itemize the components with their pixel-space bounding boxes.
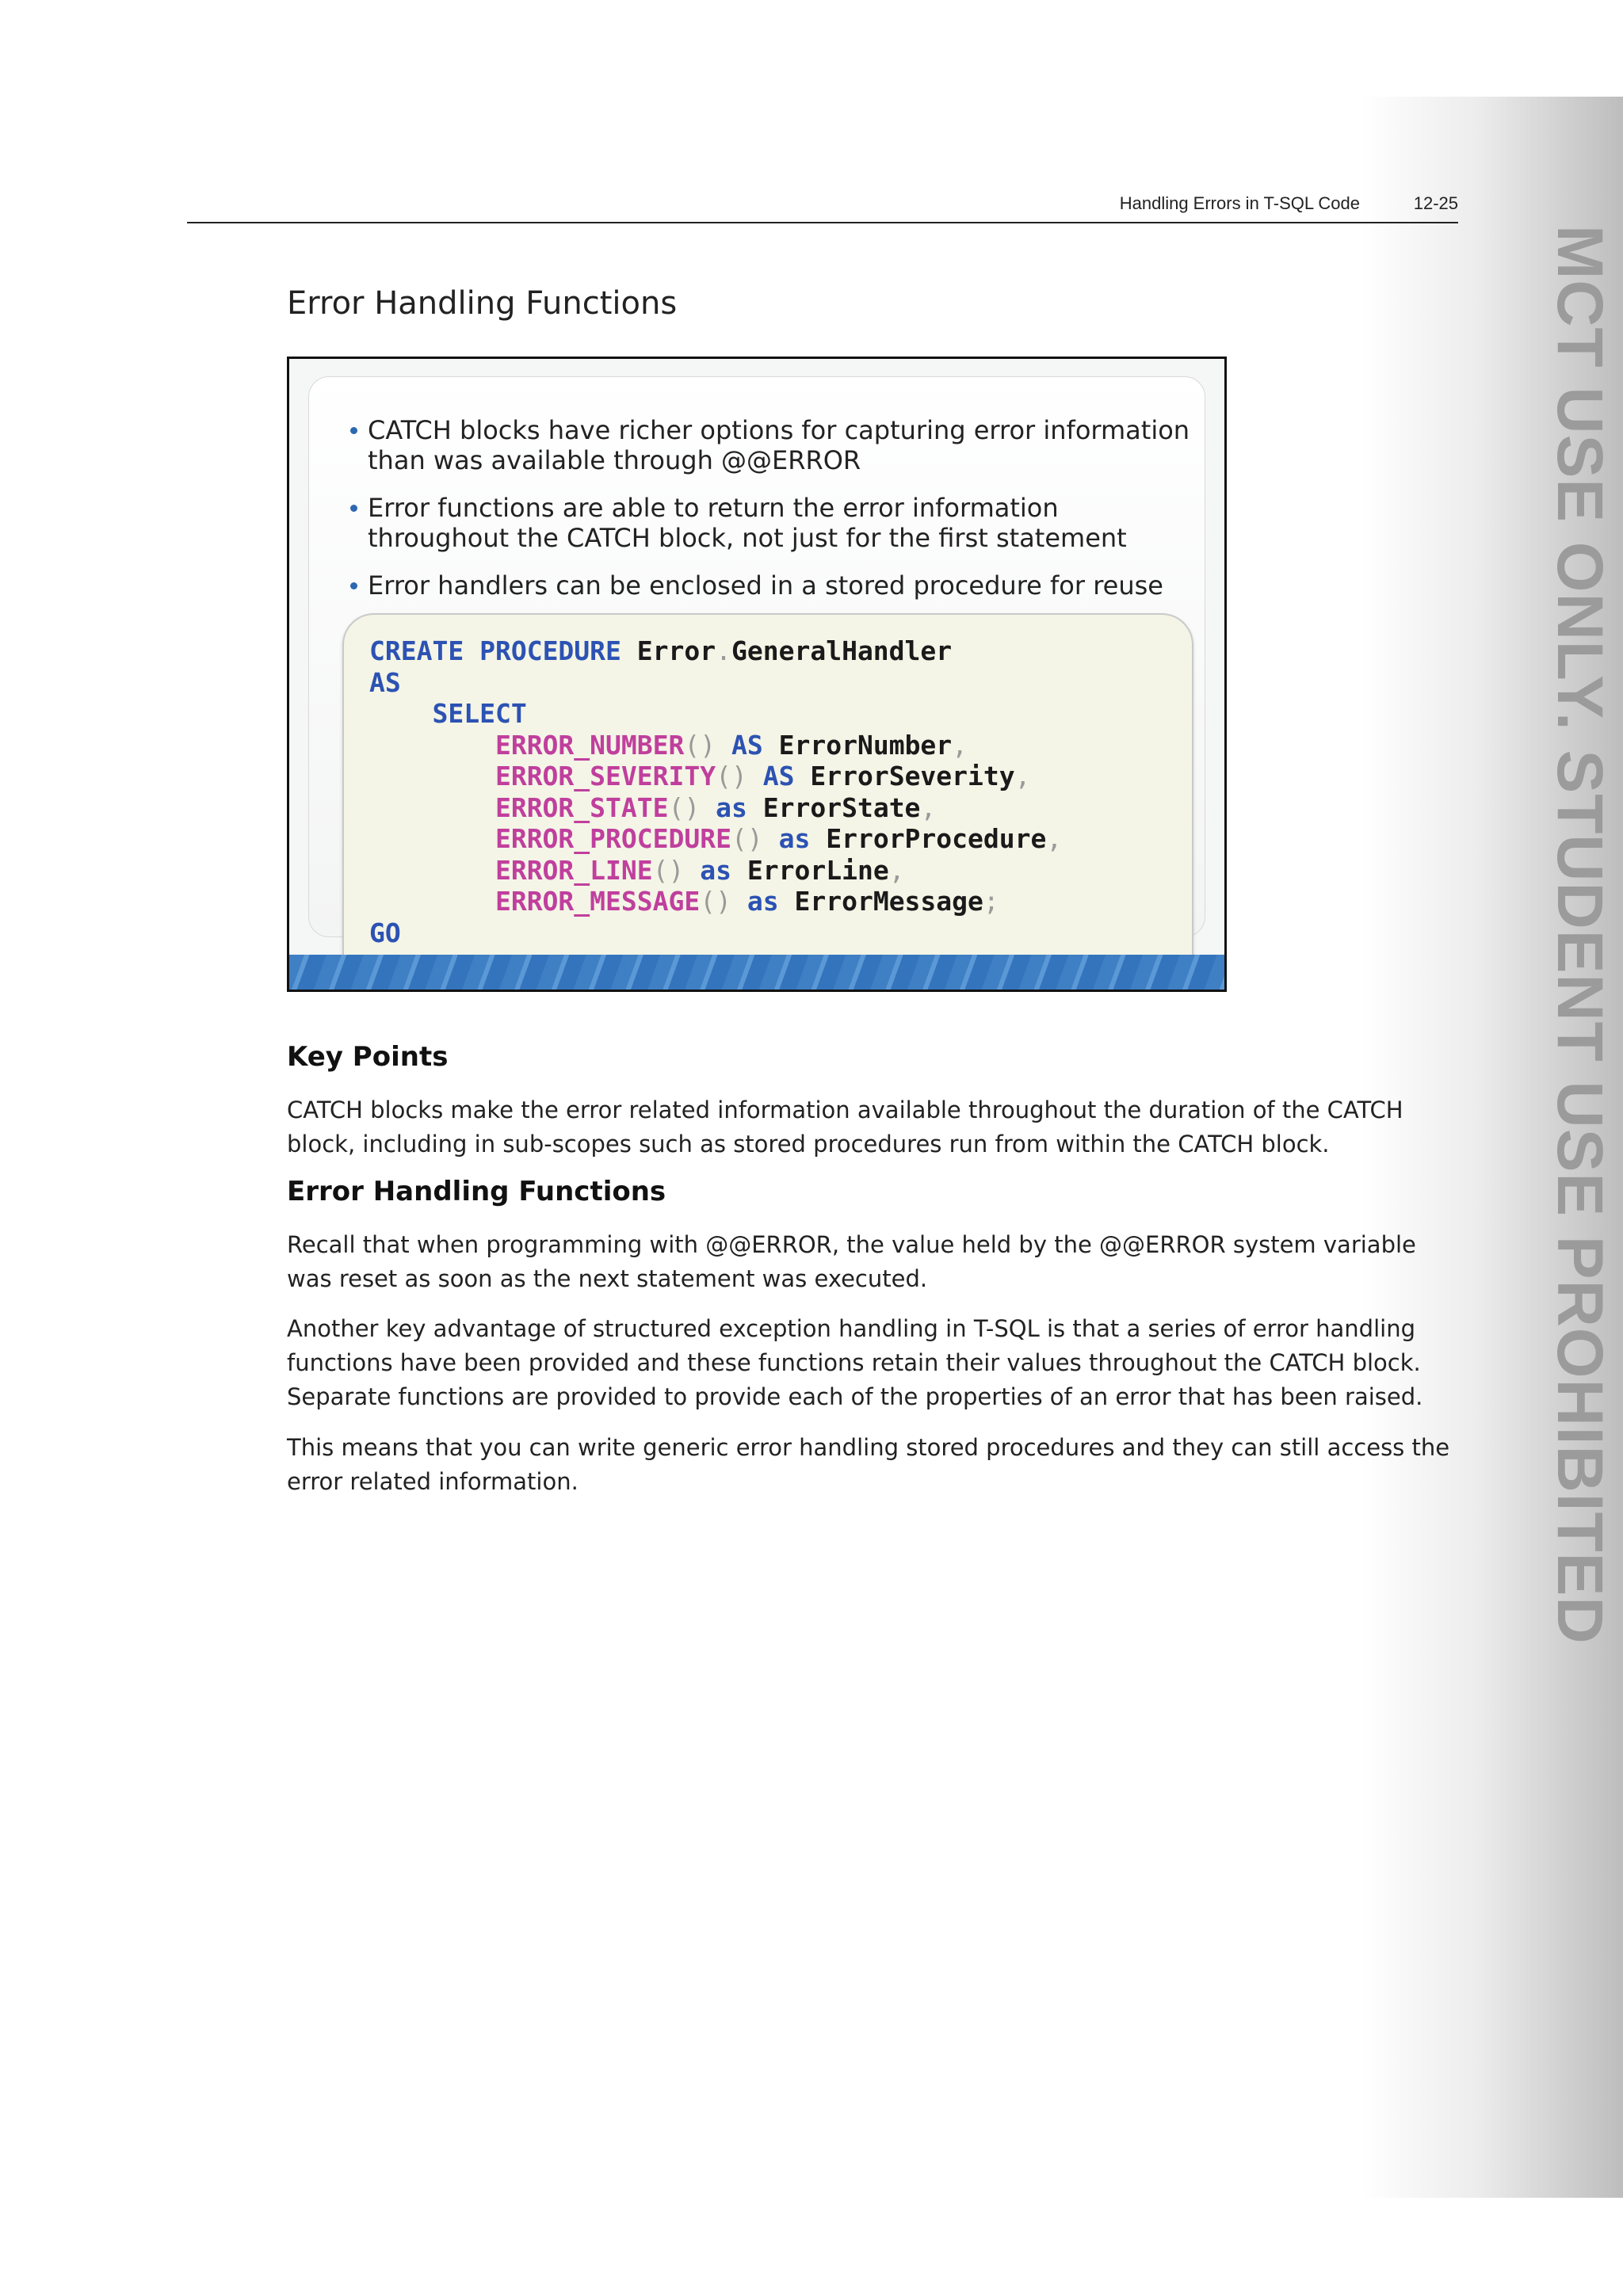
code-punctuation: ()	[731, 823, 763, 854]
code-punctuation: .	[716, 635, 731, 666]
key-points-paragraph: CATCH blocks make the error related information available throughout the duration of the CATCH block, including in sub-scopes such as stored procedures run from within the CATCH block.	[287, 1097, 1403, 1158]
slide-bullet: Error handlers can be enclosed in a stored procedure for reuse	[350, 570, 1190, 601]
key-points-heading: Key Points	[287, 1041, 449, 1073]
slide-bullet-list	[350, 415, 1190, 618]
functions-subheading: Error Handling Functions	[287, 1176, 666, 1207]
slide-bullet: Error functions are able to return the error information throughout the CATCH block, not just for the first statement	[350, 493, 1190, 553]
code-punctuation: ,	[1014, 761, 1031, 791]
code-function: ERROR_NUMBER	[495, 729, 685, 761]
page-number: 12-25	[1413, 193, 1458, 213]
code-function: ERROR_LINE	[495, 854, 653, 886]
code-panel	[342, 613, 1193, 989]
body-paragraph-3: This means that you can write generic error handling stored procedures and they can still access the error related information.	[287, 1434, 1450, 1495]
section-heading: Error Handling Functions	[287, 285, 678, 322]
code-identifier: ErrorMessage	[794, 886, 983, 917]
code-identifier: ErrorProcedure	[826, 823, 1047, 854]
code-punctuation: ,	[888, 854, 905, 886]
code-keyword: CREATE	[369, 635, 464, 666]
slide-footer-bar	[289, 955, 1224, 990]
code-identifier: ErrorNumber	[778, 729, 953, 761]
body-paragraph-1: Recall that when programming with @@ERROR, the value held by the @@ERROR system variable was reset as soon as the next statement was executed.	[287, 1231, 1416, 1292]
code-punctuation: ()	[668, 791, 701, 823]
code-punctuation: ,	[920, 791, 937, 823]
code-identifier: GeneralHandler	[731, 635, 953, 666]
code-keyword: AS	[369, 666, 401, 698]
slide-bullet: CATCH blocks have richer options for capturing error information than was available through @@ERROR	[350, 415, 1190, 475]
code-keyword: AS	[762, 761, 795, 791]
code-punctuation: ()	[684, 729, 716, 761]
code-punctuation: ,	[952, 729, 968, 761]
code-keyword: AS	[731, 729, 763, 761]
code-keyword: as	[716, 791, 747, 823]
bullet-dot-icon	[350, 582, 357, 589]
code-identifier: ErrorLine	[747, 854, 889, 886]
code-punctuation: ()	[700, 886, 731, 917]
code-punctuation: ()	[652, 854, 685, 886]
code-function: ERROR_PROCEDURE	[495, 823, 731, 854]
code-punctuation: ,	[1046, 823, 1063, 854]
running-title: Handling Errors in T-SQL Code	[1119, 193, 1360, 213]
code-function: ERROR_MESSAGE	[495, 886, 701, 917]
running-header	[187, 193, 1458, 223]
code-identifier: Error	[636, 635, 716, 666]
code-keyword: PROCEDURE	[479, 635, 621, 666]
code-keyword: as	[700, 854, 732, 886]
bullet-dot-icon	[350, 427, 357, 434]
body-paragraph-2: Another key advantage of structured exception handling in T-SQL is that a series of error handling functions have been provided and these functions retain their values throughout the CATCH block. Separate functions are provided to provide each of the properties of an error that has been raised.	[287, 1315, 1423, 1410]
code-keyword: GO	[369, 917, 401, 948]
code-keyword: as	[778, 823, 811, 854]
code-identifier: ErrorSeverity	[810, 761, 1015, 791]
code-keyword: SELECT	[432, 698, 527, 729]
code-function: ERROR_SEVERITY	[495, 761, 716, 791]
side-banner-text: MCT USE ONLY. STUDENT USE PROHIBITED	[1544, 225, 1616, 1645]
code-keyword: as	[747, 886, 779, 917]
code-block	[369, 635, 1062, 948]
code-punctuation: ()	[716, 761, 747, 791]
slide-image	[287, 357, 1227, 992]
slide-content-area	[308, 376, 1205, 948]
code-function: ERROR_STATE	[495, 791, 669, 823]
code-identifier: ErrorState	[762, 791, 921, 823]
code-punctuation: ;	[983, 886, 999, 917]
bullet-dot-icon	[350, 505, 357, 512]
